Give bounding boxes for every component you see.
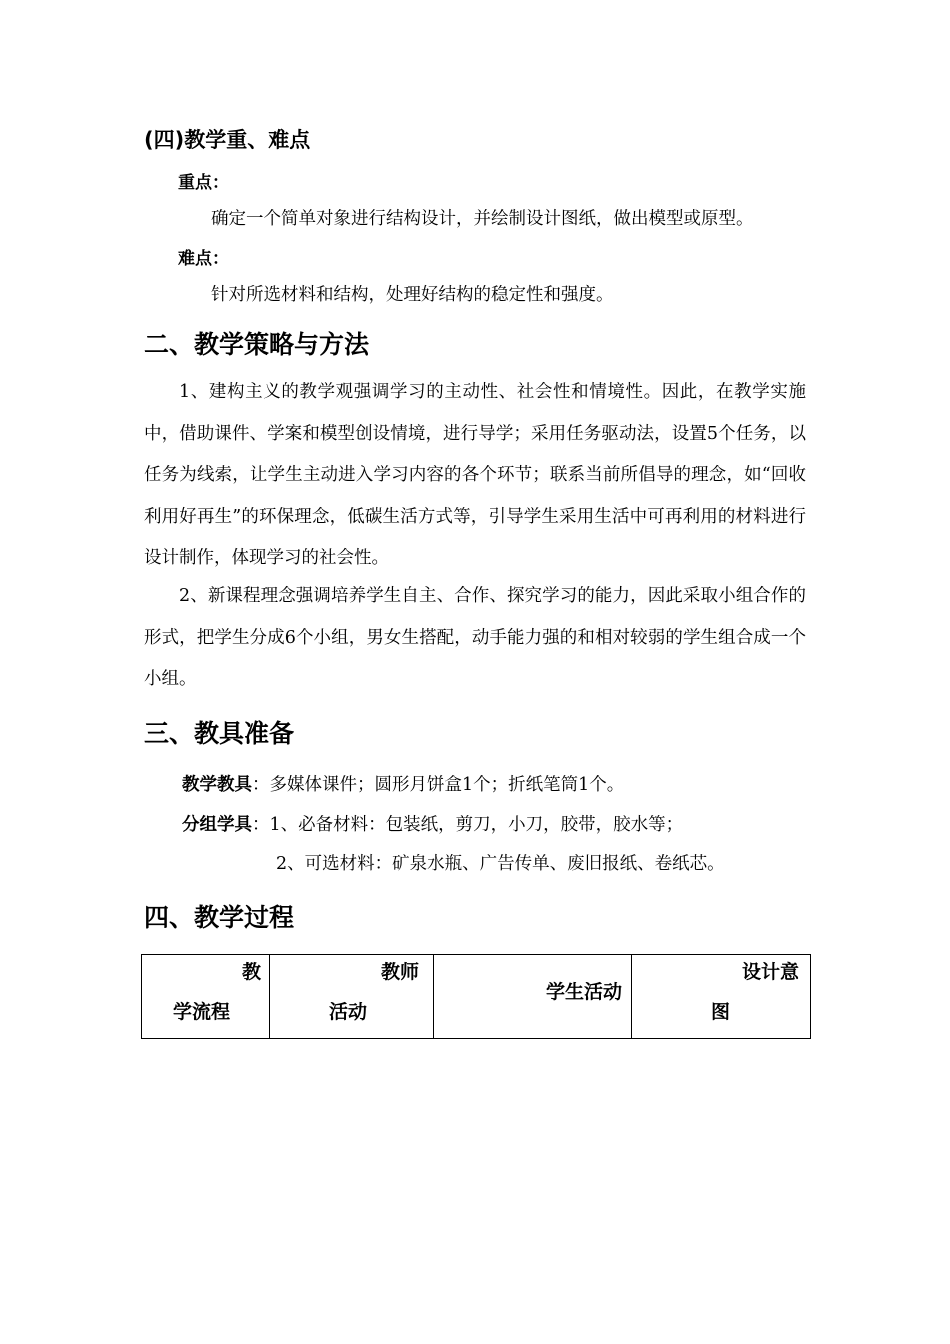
difficulty-text: 针对所选材料和结构，处理好结构的稳定性和强度。	[211, 285, 614, 305]
table-header-row	[142, 955, 811, 1039]
teaching-process-table	[141, 954, 811, 1039]
header-cell-student	[434, 955, 632, 1039]
group-tools-line-1	[182, 811, 683, 836]
teaching-tools-line	[182, 771, 624, 796]
section-heading-materials: 三、教具准备	[144, 719, 295, 748]
group-tools-line-2: 2、可选材料：矿泉水瓶、广告传单、废旧报纸、卷纸芯。	[276, 854, 725, 874]
key-point-text: 确定一个简单对象进行结构设计，并绘制设计图纸，做出模型或原型。	[211, 209, 754, 229]
header-cell-design-line1: 设计意	[741, 961, 799, 983]
header-cell-design-line2: 图	[711, 1001, 731, 1023]
header-cell-teacher	[270, 955, 434, 1039]
group-tools-label: 分组学具	[182, 815, 252, 835]
key-point-label: 重点：	[178, 173, 229, 193]
teaching-tools-label: 教学教具	[182, 775, 252, 795]
difficulty-label: 难点：	[178, 249, 229, 269]
header-cell-teacher-line2: 活动	[329, 1001, 368, 1023]
subsection-heading-key-difficult-points: (四)教学重、难点	[144, 128, 311, 152]
group-tools-text-1: ：1、必备材料：包装纸，剪刀，小刀，胶带，胶水等；	[252, 815, 684, 835]
header-cell-design	[632, 955, 811, 1039]
header-cell-teacher-line1: 教师	[380, 961, 419, 983]
section-heading-process: 四、教学过程	[144, 903, 295, 932]
header-cell-student-line1: 学生活动	[545, 981, 622, 1003]
strategy-paragraph-2: 2、新课程理念强调培养学生自主、合作、探究学习的能力，因此采取小组合作的形式，把学生分成6个小组，男女生搭配，动手能力强的和相对较弱的学生组合成一个小组。	[144, 586, 806, 689]
teaching-tools-text: ：多媒体课件；圆形月饼盒1个；折纸笔筒1个。	[252, 775, 625, 795]
header-cell-process-line2: 学流程	[173, 1001, 231, 1023]
section-heading-strategy: 二、教学策略与方法	[144, 330, 370, 359]
header-cell-process	[142, 955, 270, 1039]
header-cell-process-line1: 教	[241, 961, 261, 983]
strategy-paragraph-1: 1、建构主义的教学观强调学习的主动性、社会性和情境性。因此，在教学实施中，借助课件、学案和模型创设情境，进行导学；采用任务驱动法，设置5个任务，以任务为线索，让学生主动进入学习内容的各个环节；联系当前所倡导的理念，如“回收利用好再生”的环保理念，低碳生活方式等，引导学生采用生活中可再利用的材料进行设计制作，体现学习的社会性。	[144, 382, 806, 568]
